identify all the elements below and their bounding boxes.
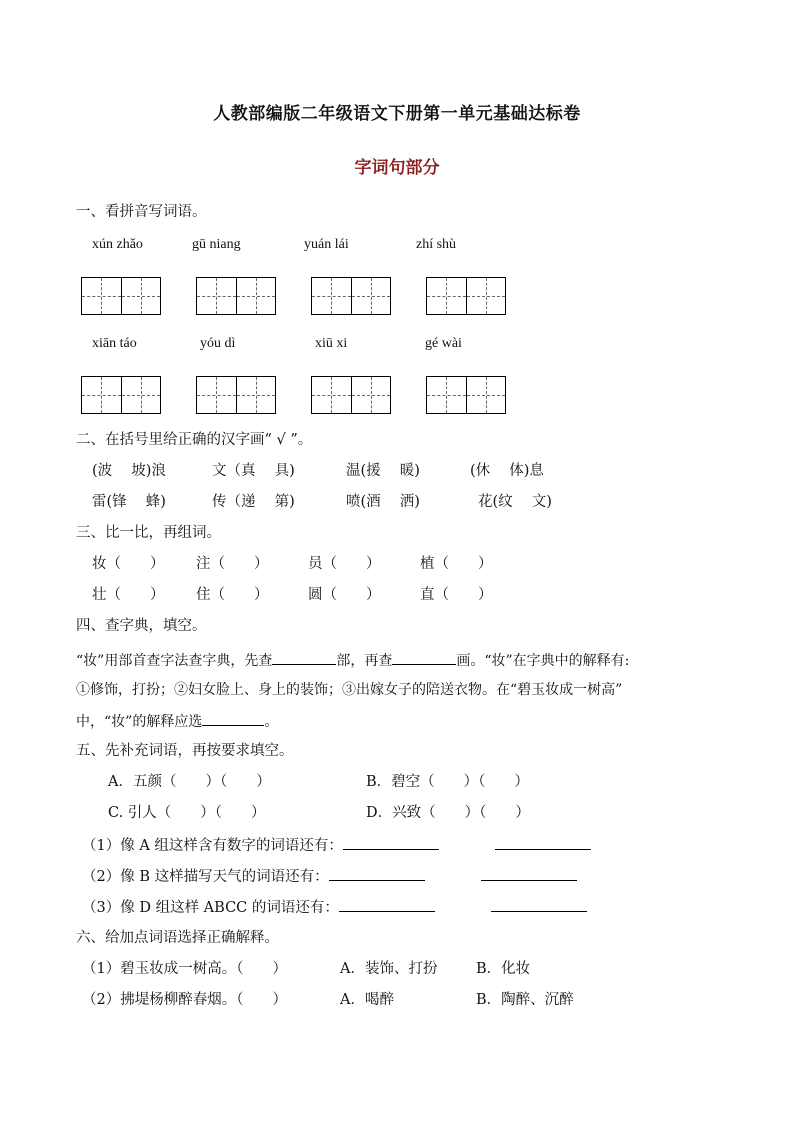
writing-grid[interactable] bbox=[81, 376, 161, 414]
choice-item[interactable]: 花(纹 文) bbox=[478, 494, 552, 510]
section-6-heading: 六、给加点词语选择正确解释。 bbox=[76, 930, 279, 946]
section-subtitle: 字词句部分 bbox=[354, 158, 440, 178]
pinyin-label: zhí shù bbox=[416, 237, 457, 252]
meaning-question[interactable]: （1）碧玉妆成一树高。（ ） bbox=[82, 961, 287, 977]
word-item[interactable]: 员（ ） bbox=[308, 556, 381, 572]
question-text: 部，再查 bbox=[336, 653, 393, 669]
word-item[interactable]: 住（ ） bbox=[196, 587, 269, 603]
section-5-heading: 五、先补充词语，再按要求填空。 bbox=[76, 743, 294, 759]
choice-item[interactable]: 雷(锋 蜂) bbox=[92, 494, 166, 510]
writing-grid[interactable] bbox=[426, 376, 506, 414]
section-2-heading: 二、在括号里给正确的汉字画“ √ ”。 bbox=[76, 432, 313, 448]
word-item[interactable]: 妆（ ） bbox=[92, 556, 165, 572]
answer-blank[interactable] bbox=[329, 866, 425, 881]
writing-grid[interactable] bbox=[196, 376, 276, 414]
word-fill-item[interactable]: C. 引人（ ）（ ） bbox=[108, 805, 266, 821]
word-item[interactable]: 植（ ） bbox=[420, 556, 493, 572]
choice-item[interactable]: 喷(酒 洒) bbox=[346, 494, 420, 510]
answer-blank[interactable] bbox=[392, 650, 456, 665]
meaning-question[interactable]: （2）拂堤杨柳醉春烟。（ ） bbox=[82, 992, 287, 1008]
answer-blank[interactable] bbox=[481, 866, 577, 881]
word-fill-item[interactable]: A．五颜（ ）（ ） bbox=[108, 774, 271, 790]
page-title: 人教部编版二年级语文下册第一单元基础达标卷 bbox=[213, 104, 581, 124]
word-item[interactable]: 圆（ ） bbox=[308, 587, 381, 603]
section-1-heading: 一、看拼音写词语。 bbox=[76, 204, 207, 220]
choice-item[interactable]: (休 体)息 bbox=[470, 463, 544, 479]
word-item[interactable]: 壮（ ） bbox=[92, 587, 165, 603]
writing-grid[interactable] bbox=[426, 277, 506, 315]
fill-question bbox=[82, 866, 577, 887]
answer-blank[interactable] bbox=[343, 835, 439, 850]
word-fill-item[interactable]: B．碧空（ ）（ ） bbox=[366, 774, 529, 790]
option-a[interactable]: A．喝醉 bbox=[340, 992, 394, 1008]
choice-item[interactable]: (波 坡)浪 bbox=[92, 463, 166, 479]
option-b[interactable]: B．陶醉、沉醉 bbox=[476, 992, 574, 1008]
pinyin-label: yóu dì bbox=[200, 336, 236, 351]
dictionary-question-line bbox=[76, 711, 278, 732]
pinyin-label: gé wài bbox=[425, 336, 462, 351]
option-b[interactable]: B．化妆 bbox=[476, 961, 531, 977]
fill-question bbox=[82, 835, 591, 856]
question-text: 画。“妆”在字典中的解释有: bbox=[456, 653, 630, 669]
answer-blank[interactable] bbox=[339, 897, 435, 912]
question-text: 中，“妆”的解释应选 bbox=[76, 714, 203, 730]
question-text: “妆”用部首查字法查字典，先查 bbox=[76, 653, 273, 669]
pinyin-label: gū niang bbox=[192, 237, 241, 252]
pinyin-label: xiān táo bbox=[92, 336, 137, 351]
choice-item[interactable]: 传（递 第) bbox=[212, 494, 295, 510]
dictionary-question-line bbox=[76, 650, 629, 671]
fill-question bbox=[82, 897, 587, 918]
answer-blank[interactable] bbox=[491, 897, 587, 912]
section-4-heading: 四、查字典，填空。 bbox=[76, 618, 207, 634]
question-text: （1）像 A 组这样含有数字的词语还有： bbox=[82, 838, 343, 854]
pinyin-label: xiū xi bbox=[315, 336, 348, 351]
choice-item[interactable]: 文（真 具) bbox=[212, 463, 295, 479]
writing-grid[interactable] bbox=[81, 277, 161, 315]
answer-blank[interactable] bbox=[202, 711, 264, 726]
word-fill-item[interactable]: D．兴致（ ）（ ） bbox=[366, 805, 530, 821]
word-item[interactable]: 直（ ） bbox=[420, 587, 493, 603]
answer-blank[interactable] bbox=[495, 835, 591, 850]
writing-grid[interactable] bbox=[196, 277, 276, 315]
choice-item[interactable]: 温(援 暖) bbox=[346, 463, 420, 479]
word-item[interactable]: 注（ ） bbox=[196, 556, 269, 572]
pinyin-label: yuán lái bbox=[304, 237, 349, 252]
pinyin-label: xún zhǎo bbox=[92, 237, 143, 252]
question-text: （2）像 B 这样描写天气的词语还有： bbox=[82, 869, 329, 885]
answer-blank[interactable] bbox=[272, 650, 336, 665]
writing-grid[interactable] bbox=[311, 277, 391, 315]
option-a[interactable]: A．装饰、打扮 bbox=[340, 961, 438, 977]
writing-grid[interactable] bbox=[311, 376, 391, 414]
dictionary-meanings: ①修饰，打扮；②妇女脸上、身上的装饰；③出嫁女子的陪送衣物。在“碧玉妆成一树高” bbox=[76, 682, 623, 698]
question-text: （3）像 D 组这样 ABCC 的词语还有： bbox=[82, 900, 339, 916]
question-text: 。 bbox=[264, 714, 279, 730]
section-3-heading: 三、比一比，再组词。 bbox=[76, 525, 221, 541]
